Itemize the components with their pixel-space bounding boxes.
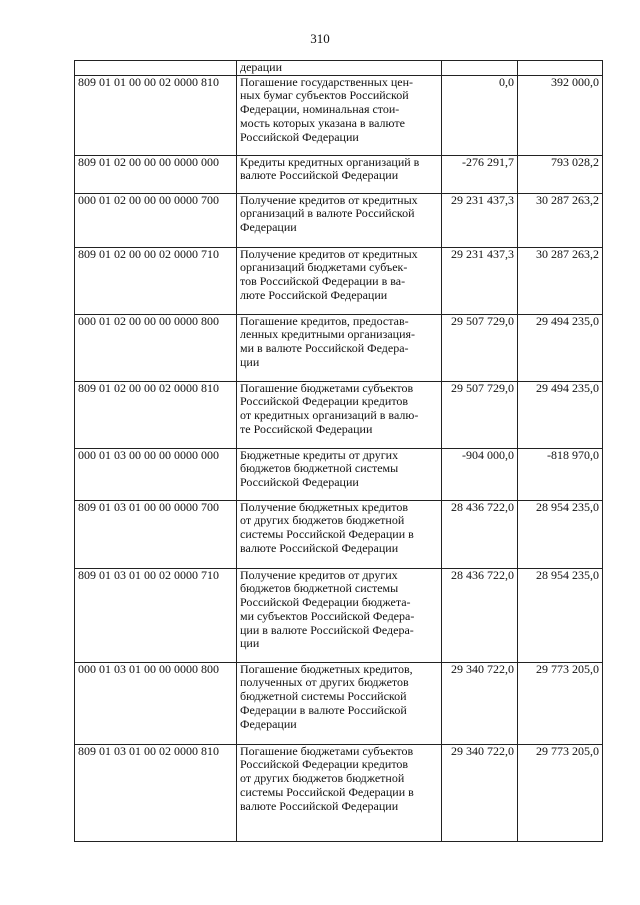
row-description-cell: Погашение бюджетами субъектов Российской Федерации кредитов от других бюджетов бюджетной системы Российской Федерации в валюте Российской Федерации (237, 744, 442, 841)
table-row (75, 61, 603, 76)
row-description-cell: Погашение бюджетных кредитов, полученных от других бюджетов бюджетной системы Российской Федерации в валюте Российской Федерации (237, 662, 442, 744)
row-description-cell: Погашение кредитов, предостав- ленных кредитными организация- ми в валюте Российской Федера- ции (237, 314, 442, 381)
budget-code-cell: 000 01 02 00 00 00 0000 800 (75, 314, 237, 381)
value-year-1-cell (442, 61, 518, 76)
row-description-cell: Получение кредитов от кредитных организаций в валюте Российской Федерации (237, 193, 442, 247)
budget-sources-table (74, 60, 603, 842)
value-year-2-cell: 29 773 205,0 (518, 744, 603, 841)
value-year-2-cell: 29 773 205,0 (518, 662, 603, 744)
row-description-cell: дерации (237, 61, 442, 76)
table-row (75, 381, 603, 448)
value-year-2-cell: 793 028,2 (518, 155, 603, 193)
row-description-cell: Бюджетные кредиты от других бюджетов бюджетной системы Российской Федерации (237, 448, 442, 500)
row-description-cell: Погашение государственных цен- ных бумаг субъектов Российской Федерации, номинальная стои- мость которых указана в валюте Российской Федерации (237, 75, 442, 155)
row-description-cell: Получение кредитов от других бюджетов бюджетной системы Российской Федерации бюджета- ми субъектов Российской Федера- ции в валюте Российской Федера- ции (237, 568, 442, 662)
value-year-1-cell: 29 340 722,0 (442, 744, 518, 841)
row-description-cell: Получение бюджетных кредитов от других бюджетов бюджетной системы Российской Федерации в валюте Российской Федерации (237, 500, 442, 568)
budget-code-cell: 809 01 03 01 00 02 0000 810 (75, 744, 237, 841)
budget-code-cell: 809 01 02 00 00 02 0000 810 (75, 381, 237, 448)
value-year-2-cell: -818 970,0 (518, 448, 603, 500)
value-year-1-cell: 29 507 729,0 (442, 381, 518, 448)
table-row (75, 744, 603, 841)
row-description-cell: Кредиты кредитных организаций в валюте Российской Федерации (237, 155, 442, 193)
table-row (75, 662, 603, 744)
value-year-2-cell: 28 954 235,0 (518, 500, 603, 568)
row-description-cell: Погашение бюджетами субъектов Российской Федерации кредитов от кредитных организаций в валю- те Российской Федерации (237, 381, 442, 448)
table-row (75, 448, 603, 500)
table-row (75, 500, 603, 568)
budget-code-cell: 809 01 03 01 00 00 0000 700 (75, 500, 237, 568)
table-body (75, 61, 603, 842)
budget-code-cell: 000 01 03 00 00 00 0000 000 (75, 448, 237, 500)
table-row (75, 568, 603, 662)
value-year-1-cell: 29 231 437,3 (442, 193, 518, 247)
budget-code-cell: 809 01 02 00 00 02 0000 710 (75, 247, 237, 314)
value-year-2-cell: 30 287 263,2 (518, 247, 603, 314)
value-year-1-cell: 28 436 722,0 (442, 568, 518, 662)
budget-code-cell (75, 61, 237, 76)
budget-code-cell: 809 01 03 01 00 02 0000 710 (75, 568, 237, 662)
value-year-1-cell: -276 291,7 (442, 155, 518, 193)
value-year-1-cell: 29 231 437,3 (442, 247, 518, 314)
value-year-2-cell (518, 61, 603, 76)
budget-code-cell: 000 01 02 00 00 00 0000 700 (75, 193, 237, 247)
page-number: 310 (310, 31, 330, 46)
row-description-cell: Получение кредитов от кредитных организаций бюджетами субъек- тов Российской Федерации в ва- люте Российской Федерации (237, 247, 442, 314)
value-year-2-cell: 29 494 235,0 (518, 381, 603, 448)
budget-code-cell: 809 01 02 00 00 00 0000 000 (75, 155, 237, 193)
value-year-1-cell: 29 340 722,0 (442, 662, 518, 744)
value-year-2-cell: 392 000,0 (518, 75, 603, 155)
table-row (75, 75, 603, 155)
table-row (75, 314, 603, 381)
budget-code-cell: 809 01 01 00 00 02 0000 810 (75, 75, 237, 155)
value-year-1-cell: 0,0 (442, 75, 518, 155)
table-row (75, 193, 603, 247)
value-year-2-cell: 29 494 235,0 (518, 314, 603, 381)
value-year-1-cell: 29 507 729,0 (442, 314, 518, 381)
value-year-2-cell: 30 287 263,2 (518, 193, 603, 247)
budget-code-cell: 000 01 03 01 00 00 0000 800 (75, 662, 237, 744)
value-year-1-cell: 28 436 722,0 (442, 500, 518, 568)
value-year-1-cell: -904 000,0 (442, 448, 518, 500)
value-year-2-cell: 28 954 235,0 (518, 568, 603, 662)
table-row (75, 155, 603, 193)
table-row (75, 247, 603, 314)
